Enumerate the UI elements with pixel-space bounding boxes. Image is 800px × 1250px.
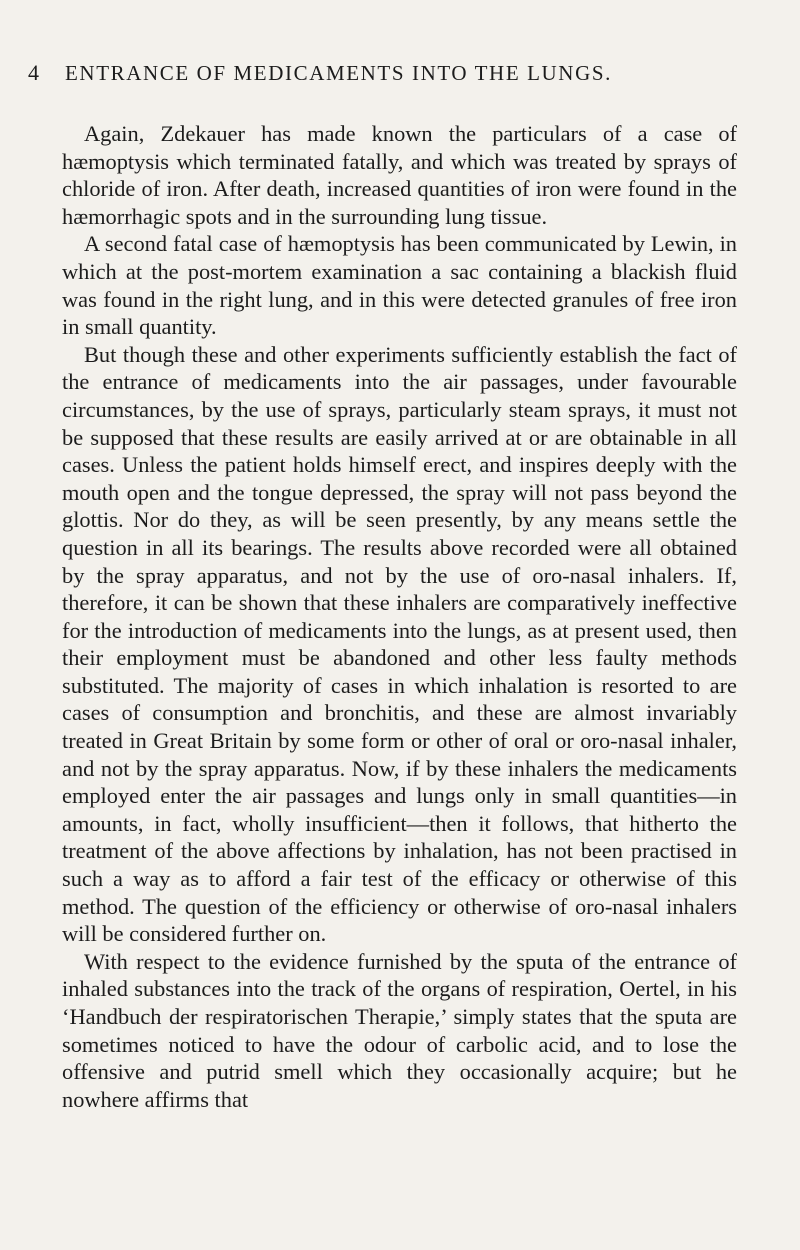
- page-number: 4: [28, 60, 39, 85]
- paragraph-sputa-evidence: With respect to the evidence furnished by the sputa of the entrance of inhaled substances into the track of the organs of respiration, Oertel, in his ‘Handbuch der respiratorischen Therapie,’ simply states that the sputa are sometimes noticed to have the odour of carbolic acid, and to lose the offensive and putrid smell which they occasionally acquire; but he nowhere affirms that: [62, 948, 737, 1112]
- body-text: [62, 120, 737, 1113]
- paragraph-lewin-case: A second fatal case of hæmoptysis has been communicated by Lewin, in which at the post-mortem examination a sac containing a blackish fluid was found in the right lung, and in this were detected granules of free iron in small quantity.: [62, 231, 737, 340]
- running-head: [0, 58, 800, 88]
- paragraph-zdekauer-case: Again, Zdekauer has made known the particulars of a case of hæmoptysis which terminated fatally, and which was treated by sprays of chloride of iron. After death, increased quantities of iron were found in the hæmorrhagic spots and in the surrounding lung tissue.: [62, 121, 737, 229]
- paragraph-spray-limitations: But though these and other experiments sufficiently establish the fact of the entrance of medicaments into the air passages, under favourable circumstances, by the use of sprays, particularly steam sprays, it must not be supposed that these results are easily arrived at or are obtainable in all cases. Unless the patient holds himself erect, and inspires deeply with the mouth open and the tongue depressed, the spray will not pass beyond the glottis. Nor do they, as will be seen presently, by any means settle the question in all its bearings. The results above recorded were all obtained by the spray apparatus, and not by the use of oro-nasal inhalers. If, therefore, it can be shown that these inhalers are comparatively ineffective for the introduction of medicaments into the lungs, as at present used, then their employment must be abandoned and other less faulty methods substituted. The majority of cases in which inhalation is resorted to are cases of consumption and bronchitis, and these are almost invariably treated in Great Britain by some form or other of oral or oro-nasal inhaler, and not by the spray apparatus. Now, if by these inhalers the medicaments employed enter the air passages and lungs only in small quantities—in amounts, in fact, wholly insufficient—then it follows, that hitherto the treatment of the above affections by inhalation, has not been practised in such a way as to afford a fair test of the efficacy or otherwise of this method. The question of the efficiency or otherwise of oro-nasal inhalers will be considered further on.: [62, 341, 737, 947]
- running-title: ENTRANCE OF MEDICAMENTS INTO THE LUNGS.: [65, 61, 612, 85]
